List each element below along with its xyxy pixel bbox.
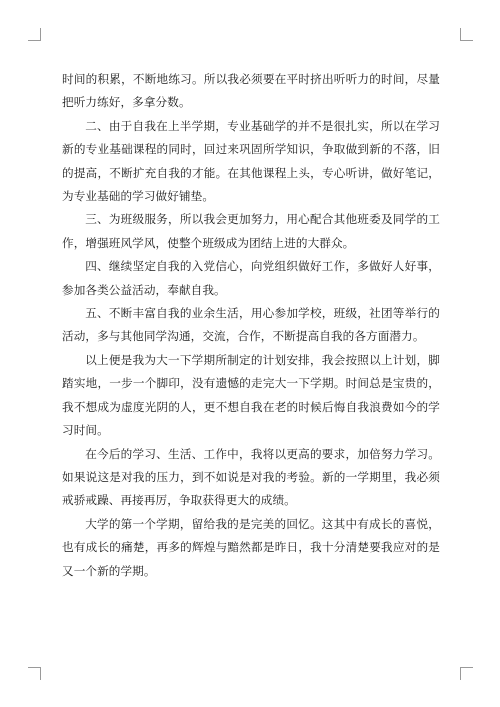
paragraph-item-two: 二、由于自我在上半学期，专业基础学的并不是很扎实，所以在学习新的专业基础课程的同时，回过来巩固所学知识，争取做到新的不落，旧的提高，不断扩充自我的才能。在其他课程上头，专心听讲，做好笔记，为专业基础的学习做好铺垫。 <box>62 118 440 204</box>
paragraph-resolution: 在今后的学习、生活、工作中，我将以更高的要求，加倍努力学习。如果说这是对我的压力，到不如说是对我的考验。新的一学期里，我必须戒骄戒躁、再接再厉，争取获得更大的成绩。 <box>62 446 440 508</box>
paragraph-reflection: 大学的第一个学期，留给我的是完美的回忆。这其中有成长的喜悦，也有成长的痛楚，再多的辉煌与黯然都是昨日，我十分清楚要我应对的是又一个新的学期。 <box>62 516 440 578</box>
paragraph-item-three: 三、为班级服务，所以我会更加努力，用心配合其他班委及同学的工作，增强班风学风，使整个班级成为团结上进的大群众。 <box>62 212 440 250</box>
crop-mark-bottom-right <box>460 667 473 680</box>
crop-mark-bottom-left <box>28 667 41 680</box>
paragraph-summary: 以上便是我为大一下学期所制定的计划安排，我会按照以上计划，脚踏实地，一步一个脚印，没有遗憾的走完大一下学期。时间总是宝贵的，我不想成为虚度光阴的人，更不想自我在老的时候后悔自我浪费如今的学习时间。 <box>62 352 440 438</box>
paragraph-item-five: 五、不断丰富自我的业余生活，用心参加学校，班级，社团等举行的活动，多与其他同学沟通，交流，合作，不断提高自我的各方面潜力。 <box>62 306 440 344</box>
crop-mark-top-left <box>28 28 41 41</box>
crop-mark-top-right <box>460 28 473 41</box>
document-body[interactable] <box>62 68 440 583</box>
paragraph-continuation: 时间的积累，不断地练习。所以我必须要在平时挤出听听力的时间，尽量把听力练好，多拿分数。 <box>62 72 440 110</box>
paragraph-item-four: 四、继续坚定自我的入党信心，向党组织做好工作，多做好人好事，参加各类公益活动，奉献自我。 <box>62 259 440 297</box>
